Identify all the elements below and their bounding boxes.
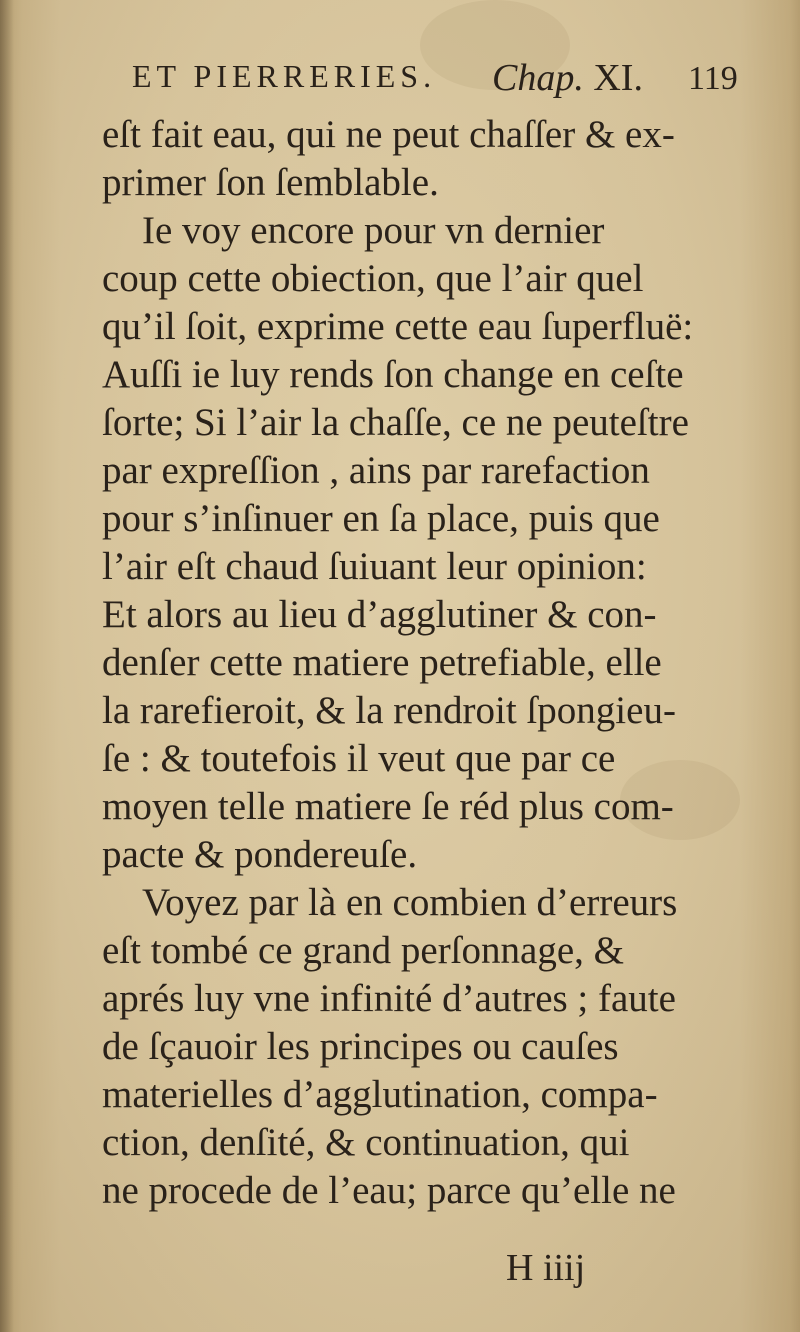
text-line: primer ſon ſemblable. (102, 161, 439, 204)
text-line: l’air eſt chaud ſuiuant leur opinion: (102, 545, 647, 588)
text-line: Et alors au lieu d’agglutiner & con- (102, 593, 657, 636)
text-line: par expreſſion , ains par rarefaction (102, 449, 650, 492)
text-line: materielles d’agglutination, compa- (102, 1073, 658, 1116)
gutter-shadow (0, 0, 14, 1332)
text-line: pour s’inſinuer en ſa place, puis que (102, 497, 660, 540)
text-line: eſt fait eau, qui ne peut chaſſer & ex- (102, 113, 675, 156)
text-line: eſt tombé ce grand perſonnage, & (102, 929, 624, 972)
text-line: moyen telle matiere ſe réd plus com- (102, 785, 674, 828)
text-line: coup cette obiection, que l’air quel (102, 257, 644, 300)
text-line: aprés luy vne infinité d’autres ; faute (102, 977, 676, 1020)
text-line: de ſçauoir les principes ou cauſes (102, 1025, 619, 1068)
chapter-abbrev: Chap. (492, 57, 584, 99)
chapter-number: XI. (593, 57, 643, 99)
text-line: ſorte; Si l’air la chaſſe, ce ne peuteſtre (102, 401, 689, 444)
text-line: denſer cette matiere petrefiable, elle (102, 641, 662, 684)
running-title: ET PIERRERIES. (132, 58, 437, 94)
text-line: pacte & pondereuſe. (102, 833, 418, 876)
chapter-reference (492, 56, 643, 100)
text-line: ction, denſité, & continuation, qui (102, 1121, 630, 1164)
signature-mark: H iiij (506, 1247, 586, 1289)
paragraph-start-line: Voyez par là en combien d’erreurs (142, 881, 678, 924)
text-line: qu’il ſoit, exprime cette eau ſuperfluë: (102, 305, 694, 348)
paragraph-start-line: Ie voy encore pour vn dernier (142, 209, 605, 252)
text-line: ne procede de l’eau; parce qu’elle ne (102, 1169, 676, 1212)
running-header (0, 58, 800, 108)
text-line: la rarefieroit, & la rendroit ſpongieu- (102, 689, 676, 732)
text-line: ſe : & toutefois il veut que par ce (102, 737, 616, 780)
text-line: Auſſi ie luy rends ſon change en ceſte (102, 353, 684, 396)
folio-number: 119 (688, 60, 738, 97)
